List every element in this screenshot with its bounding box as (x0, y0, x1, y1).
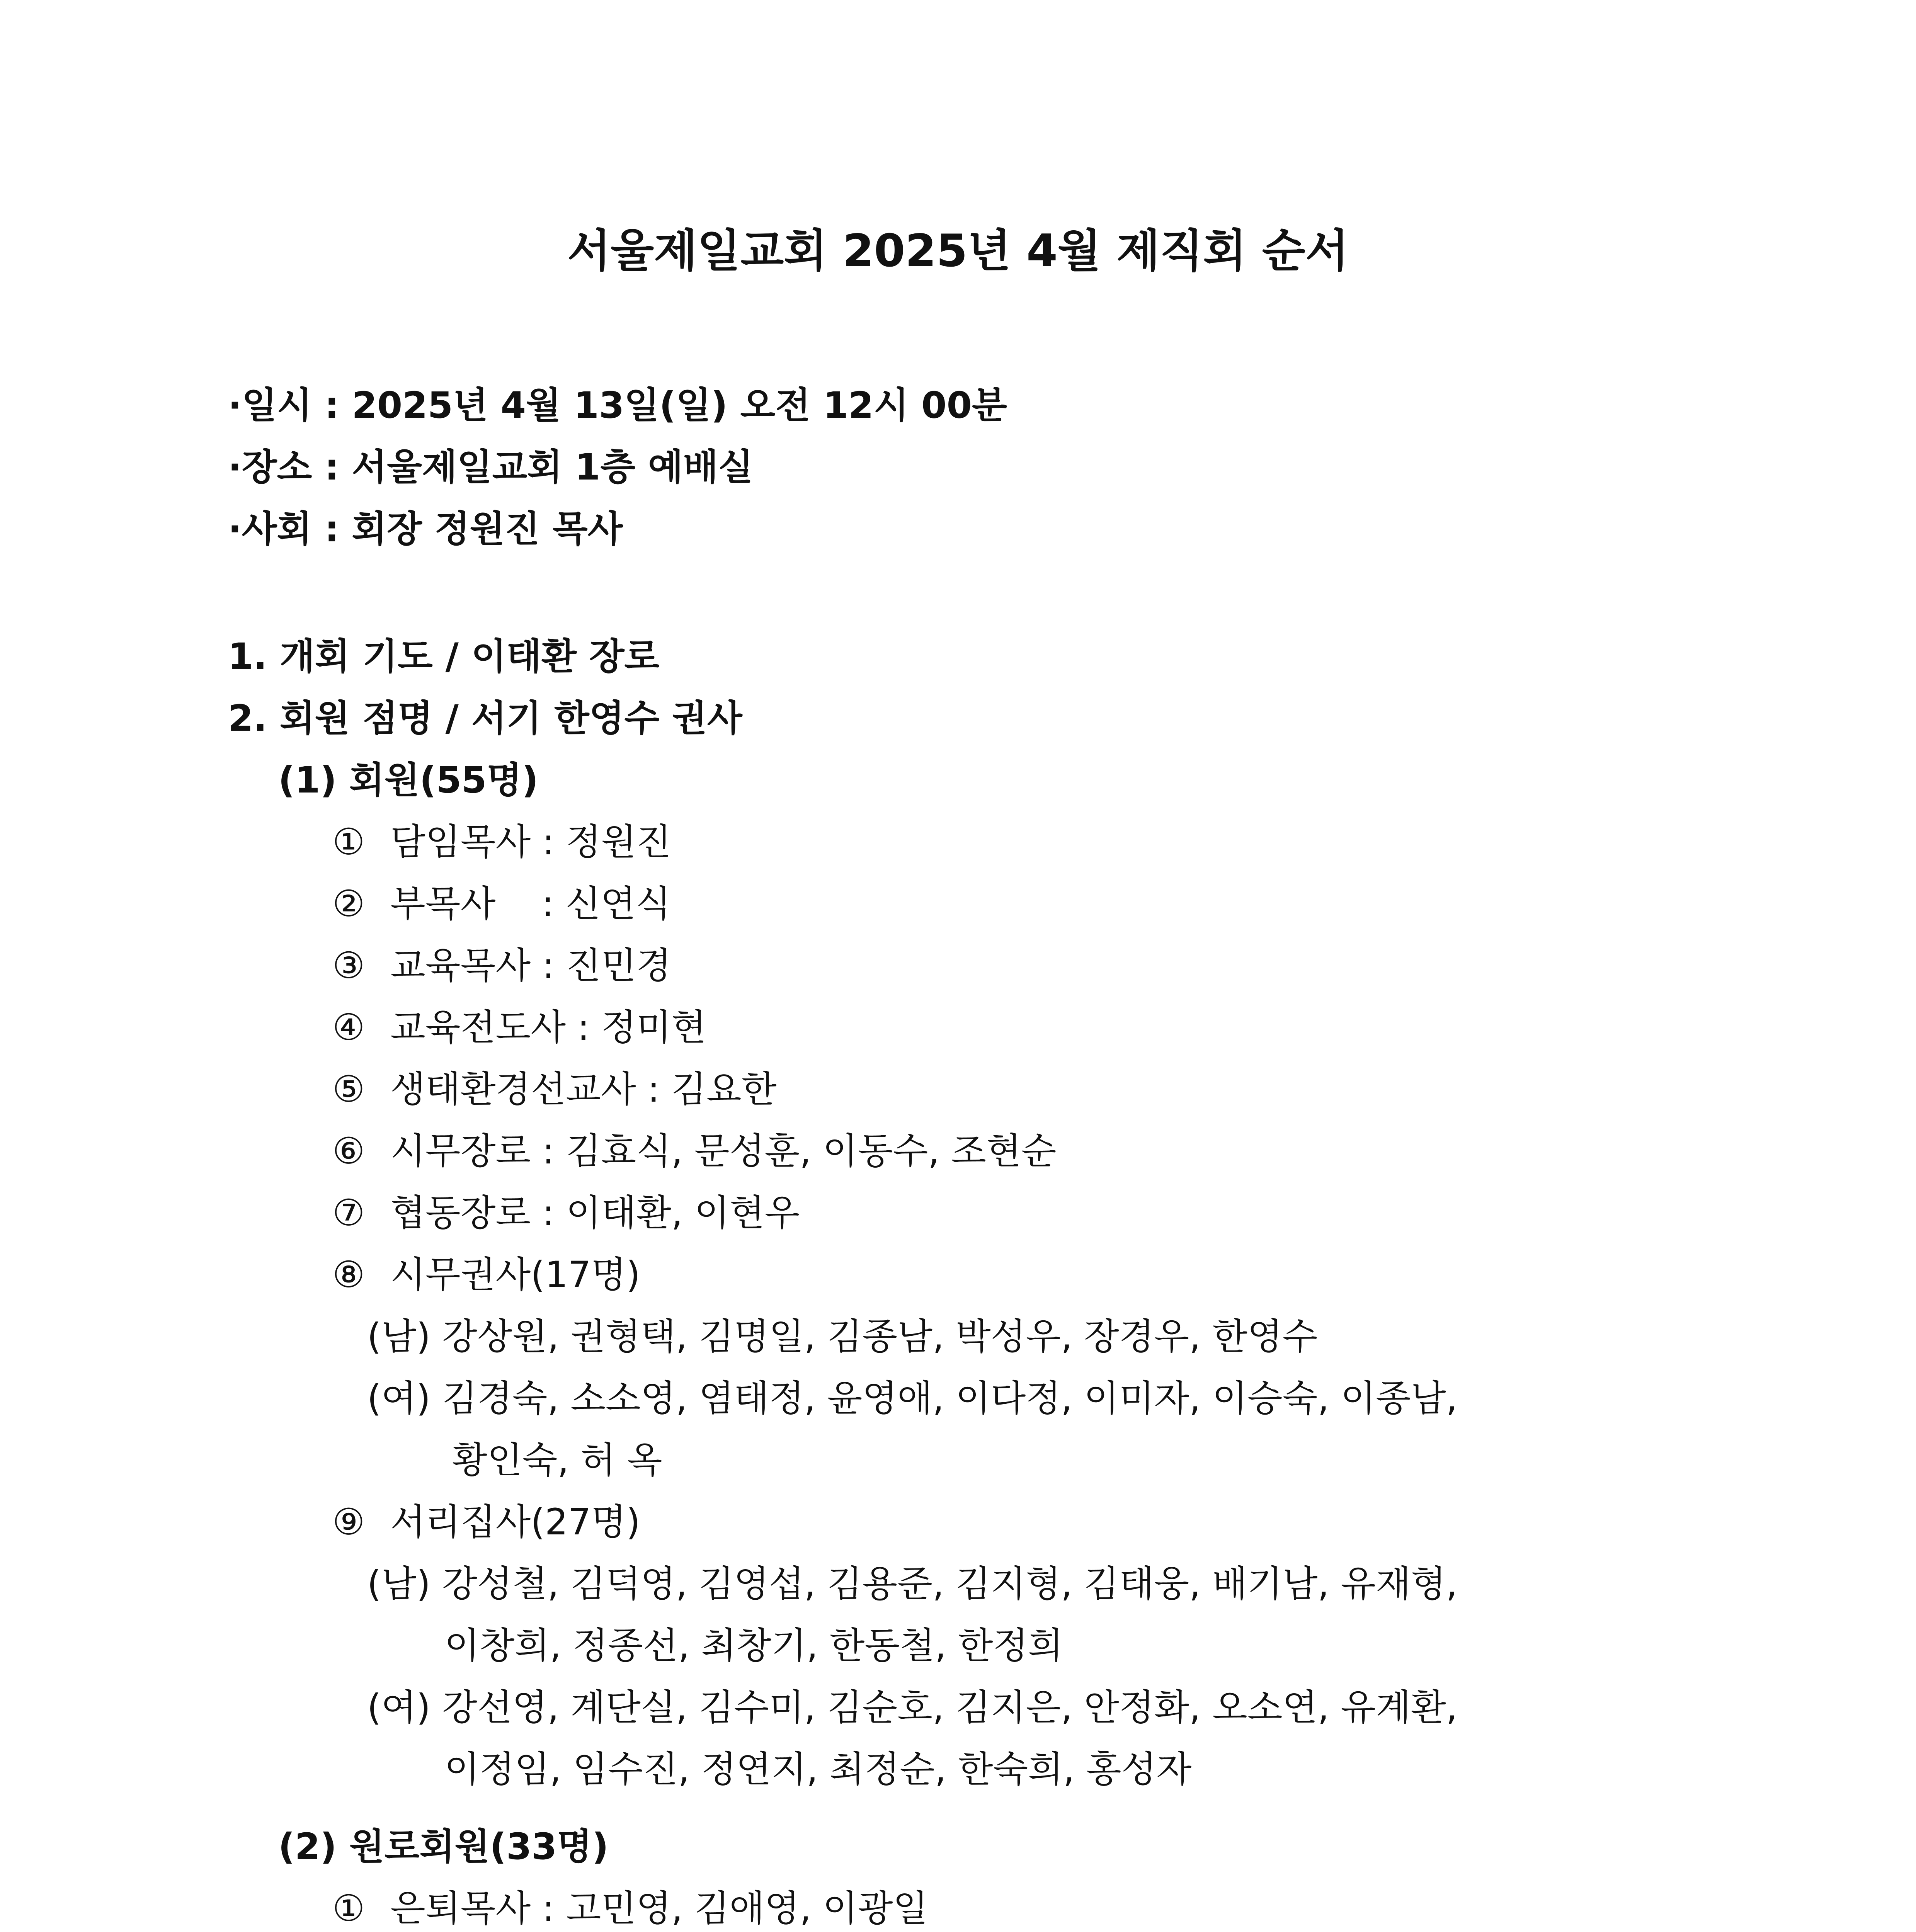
member-row (332, 819, 671, 866)
meta-date: ·일시 : 2025년 4월 13일(일) 오전 12시 00분 (228, 384, 1007, 427)
member-row (332, 1190, 800, 1236)
member-row (332, 881, 671, 927)
member-row-text: 부목사 : 신연식 (390, 883, 671, 925)
member-row-text: 담임목사 : 정원진 (390, 821, 672, 863)
member-row (332, 1499, 640, 1546)
agenda-item-1: 1. 개회 기도 / 이태환 장로 (228, 636, 660, 678)
elder-row (332, 1886, 928, 1932)
member-row (332, 1128, 1057, 1175)
deacon-male: (남) 강성철, 김덕영, 김영섭, 김용준, 김지형, 김태웅, 배기남, 유재형, (367, 1563, 1458, 1605)
member-row-text: 교육목사 : 진민경 (390, 945, 672, 987)
meta-host: ·사회 : 회장 정원진 목사 (228, 508, 623, 550)
page-title: 서울제일교회 2025년 4월 제직회 순서 (567, 225, 1349, 277)
elders-heading: (2) 원로회원(33명) (278, 1826, 609, 1868)
member-row-text: 서리집사(27명) (390, 1501, 640, 1543)
list-marker: ① (332, 1888, 365, 1930)
meta-place: ·장소 : 서울제일교회 1층 예배실 (228, 446, 754, 488)
member-row-text: 협동장로 : 이태환, 이현우 (390, 1192, 800, 1234)
agenda-item-2: 2. 회원 점명 / 서기 한영수 권사 (228, 697, 742, 740)
list-marker: ⑦ (332, 1192, 365, 1234)
member-row (332, 1005, 706, 1051)
member-row-text: 시무권사(17명) (390, 1254, 640, 1296)
list-marker: ⑨ (332, 1501, 365, 1543)
members-heading: (1) 회원(55명) (278, 759, 539, 801)
list-marker: ③ (332, 945, 365, 987)
member-row (332, 1252, 640, 1298)
list-marker: ⑧ (332, 1254, 365, 1296)
elder-row-text: 은퇴목사 : 고민영, 김애영, 이광일 (390, 1888, 928, 1930)
deacon-female-cont: 이정임, 임수진, 정연지, 최정순, 한숙희, 홍성자 (444, 1748, 1192, 1791)
deaconess-male: (남) 강상원, 권형택, 김명일, 김종남, 박성우, 장경우, 한영수 (367, 1316, 1318, 1358)
member-row (332, 1066, 776, 1113)
deaconess-female-cont: 황인숙, 허 옥 (452, 1439, 662, 1481)
list-marker: ④ (332, 1007, 365, 1049)
deaconess-female: (여) 김경숙, 소소영, 염태정, 윤영애, 이다정, 이미자, 이승숙, 이종남, (367, 1378, 1458, 1420)
member-row-text: 교육전도사 : 정미현 (390, 1007, 706, 1049)
deacon-female: (여) 강선영, 계단실, 김수미, 김순호, 김지은, 안정화, 오소연, 유계환, (367, 1687, 1458, 1729)
member-row-text: 시무장로 : 김효식, 문성훈, 이동수, 조현순 (390, 1130, 1057, 1172)
member-row (332, 943, 671, 989)
list-marker: ⑥ (332, 1130, 365, 1172)
list-marker: ① (332, 821, 365, 863)
member-row-text: 생태환경선교사 : 김요한 (390, 1068, 777, 1111)
deacon-male-cont: 이창희, 정종선, 최창기, 한동철, 한정희 (444, 1625, 1063, 1667)
list-marker: ⑤ (332, 1068, 365, 1111)
list-marker: ② (332, 883, 365, 925)
